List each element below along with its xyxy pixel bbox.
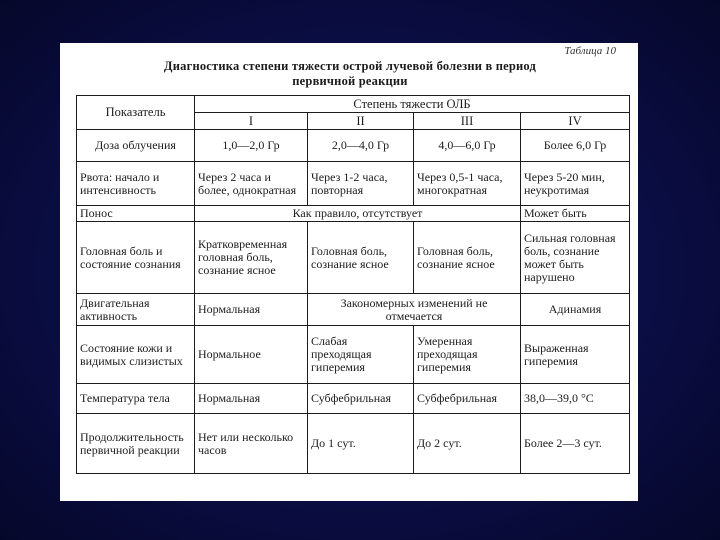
table-row [77, 414, 630, 474]
cell-skin-3: Умеренная преходящая гиперемия [414, 326, 521, 384]
cell-dose-4: Более 6,0 Гр [521, 130, 630, 162]
cell-dose-2: 2,0—4,0 Гр [308, 130, 414, 162]
cell-dose-1: 1,0—2,0 Гр [195, 130, 308, 162]
header-degree-2: II [308, 113, 414, 130]
cell-skin-1: Нормальное [195, 326, 308, 384]
table-row [77, 326, 630, 384]
row-label-skin: Состояние кожи и видимых слизистых [77, 326, 195, 384]
table-row [77, 222, 630, 294]
table-row [77, 384, 630, 414]
cell-vomit-4: Через 5-20 мин, неукротимая [521, 162, 630, 206]
header-degree-3: III [414, 113, 521, 130]
cell-vomit-2: Через 1-2 часа, повторная [308, 162, 414, 206]
cell-temp-3: Субфебрильная [414, 384, 521, 414]
table-number: Таблица 10 [564, 45, 616, 57]
cell-motor-4: Адинамия [521, 294, 630, 326]
cell-headache-2: Головная боль, сознание ясное [308, 222, 414, 294]
row-label-dose: Доза облучения [77, 130, 195, 162]
table-row [77, 130, 630, 162]
header-degree-4: IV [521, 113, 630, 130]
row-label-headache: Головная боль и состояние сознания [77, 222, 195, 294]
row-label-diarrhea: Понос [77, 206, 195, 222]
cell-vomit-3: Через 0,5-1 часа, многократная [414, 162, 521, 206]
cell-motor-2-3: Закономерных изменений не отмечается [308, 294, 521, 326]
header-row [77, 96, 630, 113]
row-label-duration: Продолжительность первичной реакции [77, 414, 195, 474]
diagnosis-table [76, 95, 630, 474]
cell-duration-1: Нет или несколько часов [195, 414, 308, 474]
cell-headache-3: Головная боль, сознание ясное [414, 222, 521, 294]
header-severity-group: Степень тяжести ОЛБ [195, 96, 630, 113]
table-row [77, 162, 630, 206]
cell-skin-2: Слабая преходящая гиперемия [308, 326, 414, 384]
cell-headache-4: Сильная головная боль, сознание может быть нарушено [521, 222, 630, 294]
title-line-2: первичной реакции [292, 74, 408, 88]
cell-temp-4: 38,0—39,0 °С [521, 384, 630, 414]
cell-diarrhea-4: Может быть [521, 206, 630, 222]
cell-motor-1: Нормальная [195, 294, 308, 326]
cell-duration-3: До 2 сут. [414, 414, 521, 474]
cell-vomit-1: Через 2 часа и более, однократная [195, 162, 308, 206]
table-title [76, 59, 624, 89]
cell-skin-4: Выраженная гиперемия [521, 326, 630, 384]
cell-temp-1: Нормальная [195, 384, 308, 414]
header-indicator: Показатель [77, 96, 195, 130]
row-label-vomit: Рвота: начало и интенсивность [77, 162, 195, 206]
cell-diarrhea-1-3: Как правило, отсутствует [195, 206, 521, 222]
title-line-1: Диагностика степени тяжести острой лучевой болезни в период [163, 59, 537, 73]
cell-temp-2: Субфебрильная [308, 384, 414, 414]
cell-dose-3: 4,0—6,0 Гр [414, 130, 521, 162]
header-degree-1: I [195, 113, 308, 130]
table-row [77, 206, 630, 222]
cell-duration-4: Более 2—3 сут. [521, 414, 630, 474]
cell-headache-1: Кратковременная головная боль, сознание ясное [195, 222, 308, 294]
table-row [77, 294, 630, 326]
row-label-temp: Температура тела [77, 384, 195, 414]
document-page [60, 43, 638, 501]
cell-duration-2: До 1 сут. [308, 414, 414, 474]
row-label-motor: Двигательная активность [77, 294, 195, 326]
